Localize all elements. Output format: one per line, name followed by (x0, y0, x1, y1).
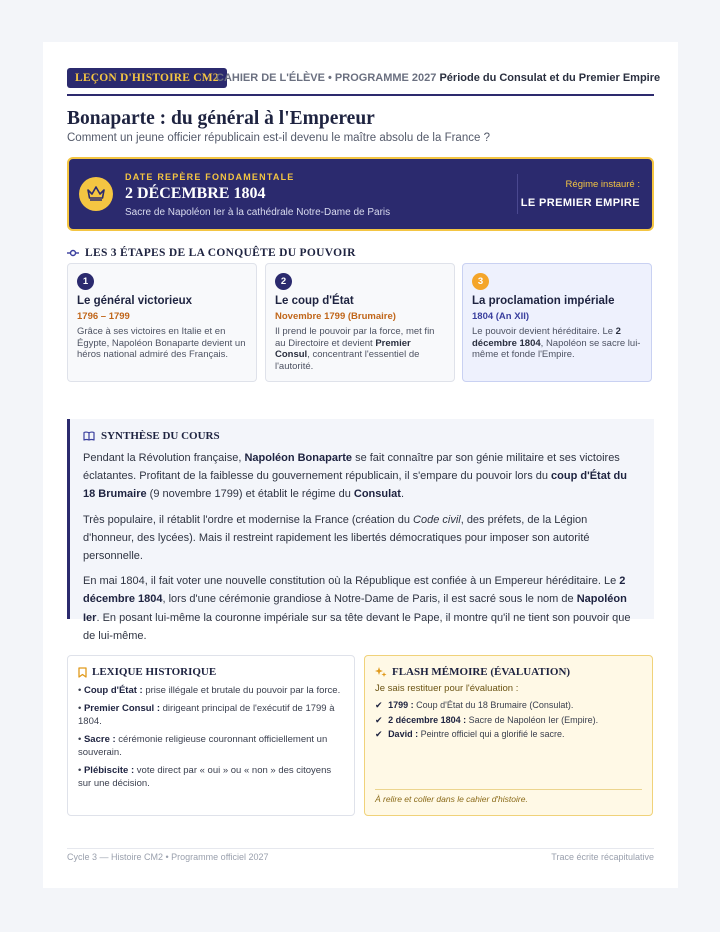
text-run: , Napoléon se sacre lui-même et fonde l'Empire. (472, 337, 641, 360)
flash-intro: Je sais restituer pour l'évaluation : (375, 683, 519, 694)
check-icon: ✔ (375, 714, 383, 725)
bold-run: 2 décembre 1804 (472, 326, 621, 349)
timeline-icon (67, 249, 79, 257)
bold-run: 2 décembre 1804 (83, 575, 626, 606)
memory-flash-box (364, 655, 653, 816)
glossary-heading-text: LEXIQUE HISTORIQUE (92, 666, 217, 678)
text-run: Il prend le pouvoir par la force, met fin au Directoire et devient (275, 326, 435, 349)
flash-heading-text: FLASH MÉMOIRE (ÉVALUATION) (392, 666, 571, 678)
bold-run: Premier Consul (275, 337, 411, 360)
flash-item (375, 727, 644, 742)
glossary-item: • Plébiscite : vote direct par « oui » ou « non » des citoyens sur une décision. (78, 764, 332, 789)
text-run: , concentrant l'essentiel de l'autorité. (275, 349, 420, 372)
glossary-definition: prise illégale et brutale du pouvoir par la force. (142, 685, 341, 696)
flash-definition: Coup d'État du 18 Brumaire (Consulat). (413, 700, 574, 710)
step-text: Grâce à ses victoires en Italie et en Égypte, Napoléon Bonaparte devient un héros national admiré des Français. (77, 326, 246, 360)
page-title: Bonaparte : du général à l'Empereur (67, 108, 375, 129)
glossary-heading (78, 666, 216, 678)
step-card-highlighted (462, 263, 652, 382)
footer-left: Cycle 3 — Histoire CM2 • Programme officiel 2027 (67, 852, 269, 862)
text-run: se fait connaître par son génie militaire et ses victoires éclatantes. Profitant de la faiblesse du gouvernement républicain, il s'empare du pouvoir lors du (83, 452, 620, 483)
flash-term: 1799 : (388, 700, 414, 710)
glossary-item: • Premier Consul : dirigeant principal de l'exécutif de 1799 à 1804. (78, 702, 335, 727)
text-run: . En posant lui-même la couronne impériale sur sa tête devant le Pape, il montre qu'il ne tient son pouvoir que de lui-même. (83, 611, 631, 642)
check-icon: ✔ (375, 700, 383, 710)
step-date: 1804 (An XII) (472, 311, 530, 322)
step-date: Novembre 1799 (Brumaire) (275, 311, 396, 322)
glossary-box (67, 655, 355, 816)
flash-list (375, 698, 644, 742)
text-run: . (400, 488, 404, 501)
page-footer (67, 848, 654, 862)
glossary-term: Plébiscite : (83, 764, 135, 776)
banner-divider (517, 174, 518, 214)
flash-item (375, 713, 644, 728)
book-icon (83, 431, 95, 441)
bold-run: Napoléon Ier (83, 593, 627, 624)
flash-definition: Sacre de Napoléon Ier (Empire). (466, 714, 599, 725)
summary-paragraph (83, 511, 638, 566)
step-title: Le général victorieux (77, 295, 193, 307)
step-number: 1 (77, 273, 94, 290)
text-run: , des préfets, de la Légion d'honneur, des lycées). Mais il restreint rapidement les libertés démocratiques pour imposer son autorité personnelle. (83, 513, 590, 563)
step-card (265, 263, 455, 382)
step-text (472, 326, 643, 361)
summary-body (83, 449, 638, 652)
regime-label: Régime instauré : (565, 179, 640, 190)
bold-run: Consulat (353, 488, 401, 501)
text-run: En mai 1804, il fait voter une nouvelle constitution où la République est confiée à un Empereur héréditaire. Le (83, 575, 620, 588)
bold-run: Napoléon Bonaparte (244, 452, 353, 464)
summary-heading-text: SYNTHÈSE DU COURS (101, 430, 220, 442)
text-run: (9 novembre 1799) et établit le régime du (146, 488, 354, 501)
step-title: La proclamation impériale (472, 295, 615, 307)
italic-run: Code civil (413, 513, 461, 526)
regime-value: LE PREMIER EMPIRE (520, 197, 640, 209)
sparkle-icon (375, 666, 387, 678)
steps-heading-text: LES 3 ÉTAPES DE LA CONQUÊTE DU POUVOIR (85, 247, 356, 259)
text-run: Pendant la Révolution française, (83, 452, 245, 464)
glossary-term: Coup d'État : (83, 685, 143, 696)
header-meta (216, 68, 660, 88)
key-date-banner (67, 157, 654, 231)
check-icon: ✔ (375, 729, 383, 739)
text-run: Le pouvoir devient héréditaire. Le (472, 326, 616, 337)
flash-footer-note: À relire et coller dans le cahier d'histoire. (375, 789, 642, 804)
glossary-item: • Coup d'État : prise illégale et brutale du pouvoir par la force. (78, 685, 341, 696)
summary-paragraph (83, 572, 638, 645)
key-date-kicker: DATE REPÈRE FONDAMENTALE (125, 172, 295, 182)
text-run: Très populaire, il rétablit l'ordre et modernise la France (création du (83, 513, 414, 526)
key-date-description: Sacre de Napoléon Ier à la cathédrale Notre-Dame de Paris (125, 207, 391, 218)
bold-run: coup d'État du 18 Brumaire (83, 470, 627, 501)
flash-term: 2 décembre 1804 : (388, 714, 467, 725)
summary-heading (83, 430, 220, 442)
footer-right: Trace écrite récapitulative (551, 852, 654, 862)
bookmark-icon (78, 667, 87, 678)
step-title: Le coup d'État (275, 295, 354, 307)
summary-paragraph (83, 449, 638, 504)
step-card (67, 263, 257, 382)
page-subtitle: Comment un jeune officier républicain est-il devenu le maître absolu de la France ? (67, 132, 490, 144)
flash-item (375, 698, 644, 713)
step-number: 3 (472, 273, 489, 290)
glossary-item: • Sacre : cérémonie religieuse couronnant officiellement un souverain. (78, 733, 328, 758)
step-number: 2 (275, 273, 292, 290)
glossary-term: Sacre : (83, 733, 116, 745)
glossary-term: Premier Consul : (83, 702, 160, 714)
header-program: CAHIER DE L'ÉLÈVE • PROGRAMME 2027 (216, 72, 437, 84)
glossary-definition: vote direct par « oui » ou « non » des citoyens sur une décision. (78, 764, 332, 789)
steps-list (67, 263, 654, 382)
page-header (67, 68, 661, 96)
lesson-page (43, 42, 678, 888)
flash-definition: Peintre officiel qui a glorifié le sacre. (418, 729, 565, 739)
glossary-list (78, 684, 346, 795)
step-date: 1796 – 1799 (77, 311, 130, 322)
step-text (275, 326, 446, 372)
header-period: Période du Consulat et du Premier Empire (439, 72, 661, 84)
key-date: 2 DÉCEMBRE 1804 (125, 185, 266, 202)
lesson-badge: LEÇON D'HISTOIRE CM2 (67, 68, 227, 88)
glossary-definition: cérémonie religieuse couronnant officiellement un souverain. (78, 733, 328, 758)
steps-heading (67, 245, 356, 261)
glossary-definition: dirigeant principal de l'exécutif de 1799 à 1804. (78, 702, 335, 727)
flash-term: David : (388, 729, 419, 739)
course-summary (67, 419, 654, 642)
text-run: , lors d'une cérémonie grandiose à Notre-Dame de Paris, il est sacré sous le nom de (162, 593, 577, 606)
crown-icon (79, 177, 113, 211)
flash-heading (375, 666, 570, 678)
